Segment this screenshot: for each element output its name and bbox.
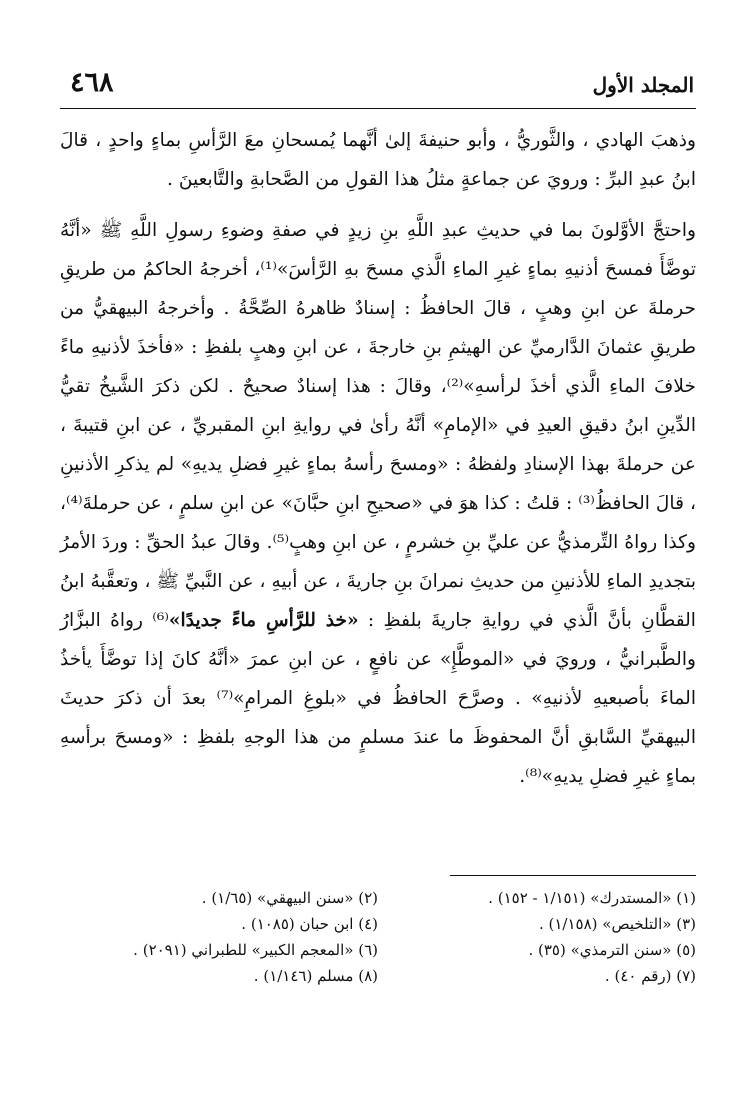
footnote-row <box>60 885 696 911</box>
main-text <box>60 121 696 796</box>
footnote-2: (٢) «سنن البيهقي» (١/٦٥) . <box>201 889 378 907</box>
footnote-row <box>60 937 696 963</box>
footnote-divider <box>450 875 696 876</box>
footnote-8: (٨) مسلم (١/١٤٦) . <box>253 967 378 985</box>
paragraph-2-part-1: واحتجَّ الأوَّلونَ بما في حديثِ عبدِ اللَّهِ بنِ زيدٍ في صفةِ وضوءِ رسولِ اللَّهِ ﷺ «أنَّهُ توضَّأَ فمسحَ أذنيهِ بماءٍ غيرِ الماءِ الَّذي مسحَ بهِ الرَّأسَ»⁽¹⁾، أخرجهُ الحاكمُ من طريقِ حرملةَ عن ابنِ وهبٍ ، قالَ الحافظُ : إسنادٌ ظاهرهُ الصِّحَّةُ . وأخرجهُ البيهقيُّ من طريقِ عثمانَ الدَّارميِّ عن الهيثمِ بنِ خارجةَ ، عن ابنِ وهبٍ بلفظِ : «فأخذَ لأذنيهِ ماءً خلافَ الماءِ الَّذي أخذَ لرأسهِ»⁽²⁾، وقالَ : هذا إسنادٌ صحيحٌ . لكن ذكرَ الشَّيخُ تقيُّ الدِّينِ ابنُ دقيقِ العيدِ في «الإمامِ» أنَّهُ رأىٰ في روايةِ ابنِ المقبريِّ ، عن ابنِ قتيبةَ ، عن حرملةَ بهذا الإسنادِ ولفظهُ : «ومسحَ رأسهُ بماءٍ غيرِ فضلِ يديهِ» لم يذكرِ الأذنينِ ، قالَ الحافظُ⁽³⁾ : قلتُ : كذا هوَ في «صحيحِ ابنِ حبَّانَ» عن ابنِ سلمٍ ، عن حرملةَ⁽⁴⁾، وكذا رواهُ التِّرمذيُّ عن عليِّ بنِ خشرمٍ ، عن ابنِ وهبٍ⁽⁵⁾. وقالَ عبدُ الحقِّ : وردَ الأمرُ بتجديدِ الماءِ للأذنينِ من حديثِ نمرانَ بنِ جاريةَ ، عن أبيهِ ، عن النَّبيِّ ﷺ ، وتعقَّبهُ ابنُ القطَّانِ بأنَّ الَّذي في روايةِ جاريةَ بلفظِ : <box>60 220 697 631</box>
footnote-row <box>60 911 696 937</box>
paragraph-2 <box>60 211 696 796</box>
header-divider <box>60 108 696 109</box>
footnote-7: (٧) (رقم ٤٠) . <box>604 967 696 985</box>
footnote-3: (٣) «التلخيص» (١/١٥٨) . <box>538 915 696 933</box>
footnote-4: (٤) ابن حبان (١٠٨٥) . <box>241 915 378 933</box>
hadith-bold-quote: «خذ للرَّأسِ ماءً جديدًا» <box>168 610 359 631</box>
page-header <box>62 67 694 110</box>
footnote-6: (٦) «المعجم الكبير» للطبراني (٢٠٩١) . <box>133 941 378 959</box>
footnote-1: (١) «المستدرك» (١/١٥١ - ١٥٢) . <box>488 889 696 907</box>
footnote-row <box>60 963 696 989</box>
footnotes <box>60 885 696 989</box>
page-number: ٤٦٨ <box>70 67 114 98</box>
volume-title: المجلد الأول <box>592 73 694 97</box>
paragraph-1: وذهبَ الهادي ، والثَّوريُّ ، وأبو حنيفةَ إلىٰ أنَّهما يُمسحانِ معَ الرَّأسِ بماءٍ واحدٍ ، قالَ ابنُ عبدِ البرِّ : ورويَ عن جماعةٍ مثلُ هذا القولِ من الصَّحابةِ والتَّابعينَ . <box>60 130 696 190</box>
footnote-5: (٥) «سنن الترمذي» (٣٥) . <box>528 941 696 959</box>
paragraph-2-part-2: ⁽⁶⁾ رواهُ البزَّارُ والطَّبرانيُّ ، ورويَ في «الموطَّإِ» عن نافعٍ ، عن ابنِ عمرَ «أنَّهُ كانَ إذا توضَّأَ يأخذُ الماءَ بأصبعيهِ لأذنيهِ» . وصرَّحَ الحافظُ في «بلوغِ المرامِ»⁽⁷⁾ بعدَ أن ذكرَ حديثَ البيهقيِّ السَّابقِ أنَّ المحفوظَ ما عندَ مسلمٍ من هذا الوجهِ بلفظِ : «ومسحَ برأسهِ بماءٍ غيرِ فضلِ يديهِ»⁽⁸⁾. <box>60 610 697 787</box>
